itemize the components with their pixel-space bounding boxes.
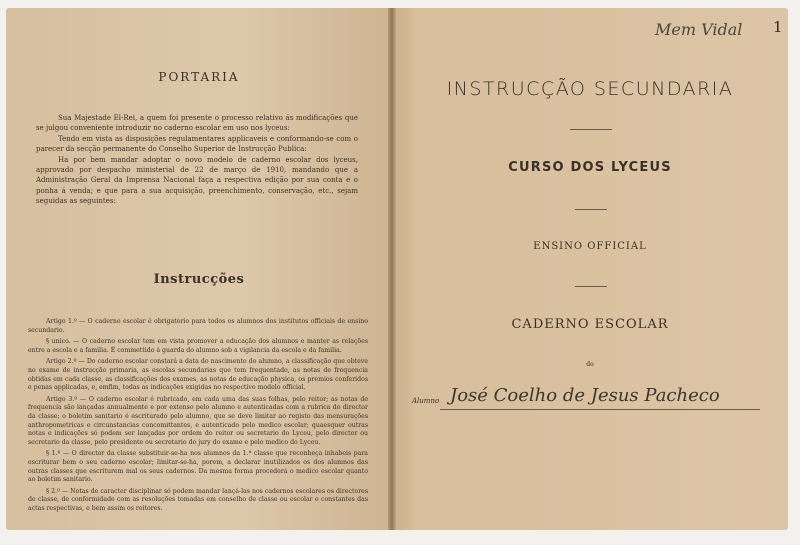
official-label: ENSINO OFFICIAL (533, 241, 647, 252)
divider (575, 209, 607, 210)
article-paragraph: Artigo 2.º — Do caderno escolar constará a data do nascimento do alumno, a classificação que obteve no exame de instrucção primaria, as escolas secundarias que tem frequentado, as notas de frequencia obtidas em cada classe, as classificações dos exames, as notas de educação physica, os premios conferidos e penas applicadas, e, emfim, todas as indicações exigidas no respectivo modelo official. (28, 358, 368, 392)
notebook-title: CADERNO ESCOLAR (511, 317, 669, 332)
course-title: CURSO DOS LYCEUS (508, 160, 672, 175)
divider (575, 286, 607, 287)
portaria-heading: PORTARIA (158, 70, 240, 84)
instructions-heading: Instrucções (153, 272, 245, 287)
article-paragraph: Artigo 3.º — O caderno escolar é rubricado, em cada uma das suas folhas, pelo reitor; as notas de frequencia são lançadas annualmente e por extenso pelo alumno e autenticadas com a rubrica do director da classe; o boletim sanitario é escriturado pelo alumno, que se deve limitar ao registo das mensurações anthropometricas e circunstancias concomittantes, e autenticado pelo medico escolar; quaesquer outras notas e indicações só podem ser lançadas por ordem do reitor ou secretario do Lyceu, pelo director ou secretario da classe, pelo presidente ou secretario do jury do exame e pelo medico do Lyceu. (28, 395, 368, 446)
article-paragraph: § 2.º — Notas de caracter disciplinar só podem mandar lançá-las nos cadernos escolares os directores de classe, de conformidade com as resoluções tomadas em conselho de classe ou escolar e constantes das actas respectivas, e bem assim os reitores. (28, 487, 368, 512)
instructions-body (28, 318, 368, 516)
article-paragraph: § 1.º — O director da classe substituir-se-ha nos alumnos da 1.ª classe que reconheça inhabeis para escriturar bem o seu caderno escolar; limitar-se-ha, porem, a declarar inutilizados os dos alumnos das outras classes que escriturem mal os seus cadernos. Da mesma forma procederá o medico escolar quanto ao boletim sanitario. (28, 450, 368, 484)
student-label: Alumno (412, 397, 440, 405)
divider (570, 129, 612, 130)
preamble-paragraph: Tendo em vista as disposições regulamentares applicaveis e conformando-se com o parecer da secção permanente do Conselho Superior de Instrucção Publica: (36, 134, 358, 154)
article-paragraph: § unico. — O caderno escolar tem em vista promover a educação dos alumnos e manter as relações entre a escola e a familia. É commettido á guarda do alumno sob a vigilancia da escola e da familia. (28, 338, 368, 354)
main-title: INSTRUCÇÃO SECUNDARIA (446, 78, 734, 100)
preamble-paragraph: Ha por bem mandar adoptar o novo modelo de caderno escolar dos lyceus, approvado por despacho ministerial de 22 de março de 1910, mandando que a Administração Geral da Imprensa Nacional faça a respectiva edição por sua conta e o ponha á venda; e que para a sua acquisição, preenchimento, conservação, etc., sejam seguidas as seguintes: (36, 155, 358, 206)
preamble-paragraph: Sua Majestade El-Rei, a quem foi presente o processo relativo ás modificações que se julgou conveniente introduzir no caderno escolar em uso nos lyceus: (36, 114, 358, 133)
article-paragraph: Artigo 1.º — O caderno escolar é obrigatorio para todos os alumnos dos institutos officiais de ensino secundario. (28, 318, 368, 334)
student-name-line (440, 409, 760, 410)
handwritten-signature: Mem Vidal (655, 20, 743, 39)
do-label: do (586, 361, 594, 368)
preamble-text (36, 113, 358, 207)
student-name-handwritten: José Coelho de Jesus Pacheco (450, 385, 720, 406)
page-number: 1 (773, 18, 783, 36)
